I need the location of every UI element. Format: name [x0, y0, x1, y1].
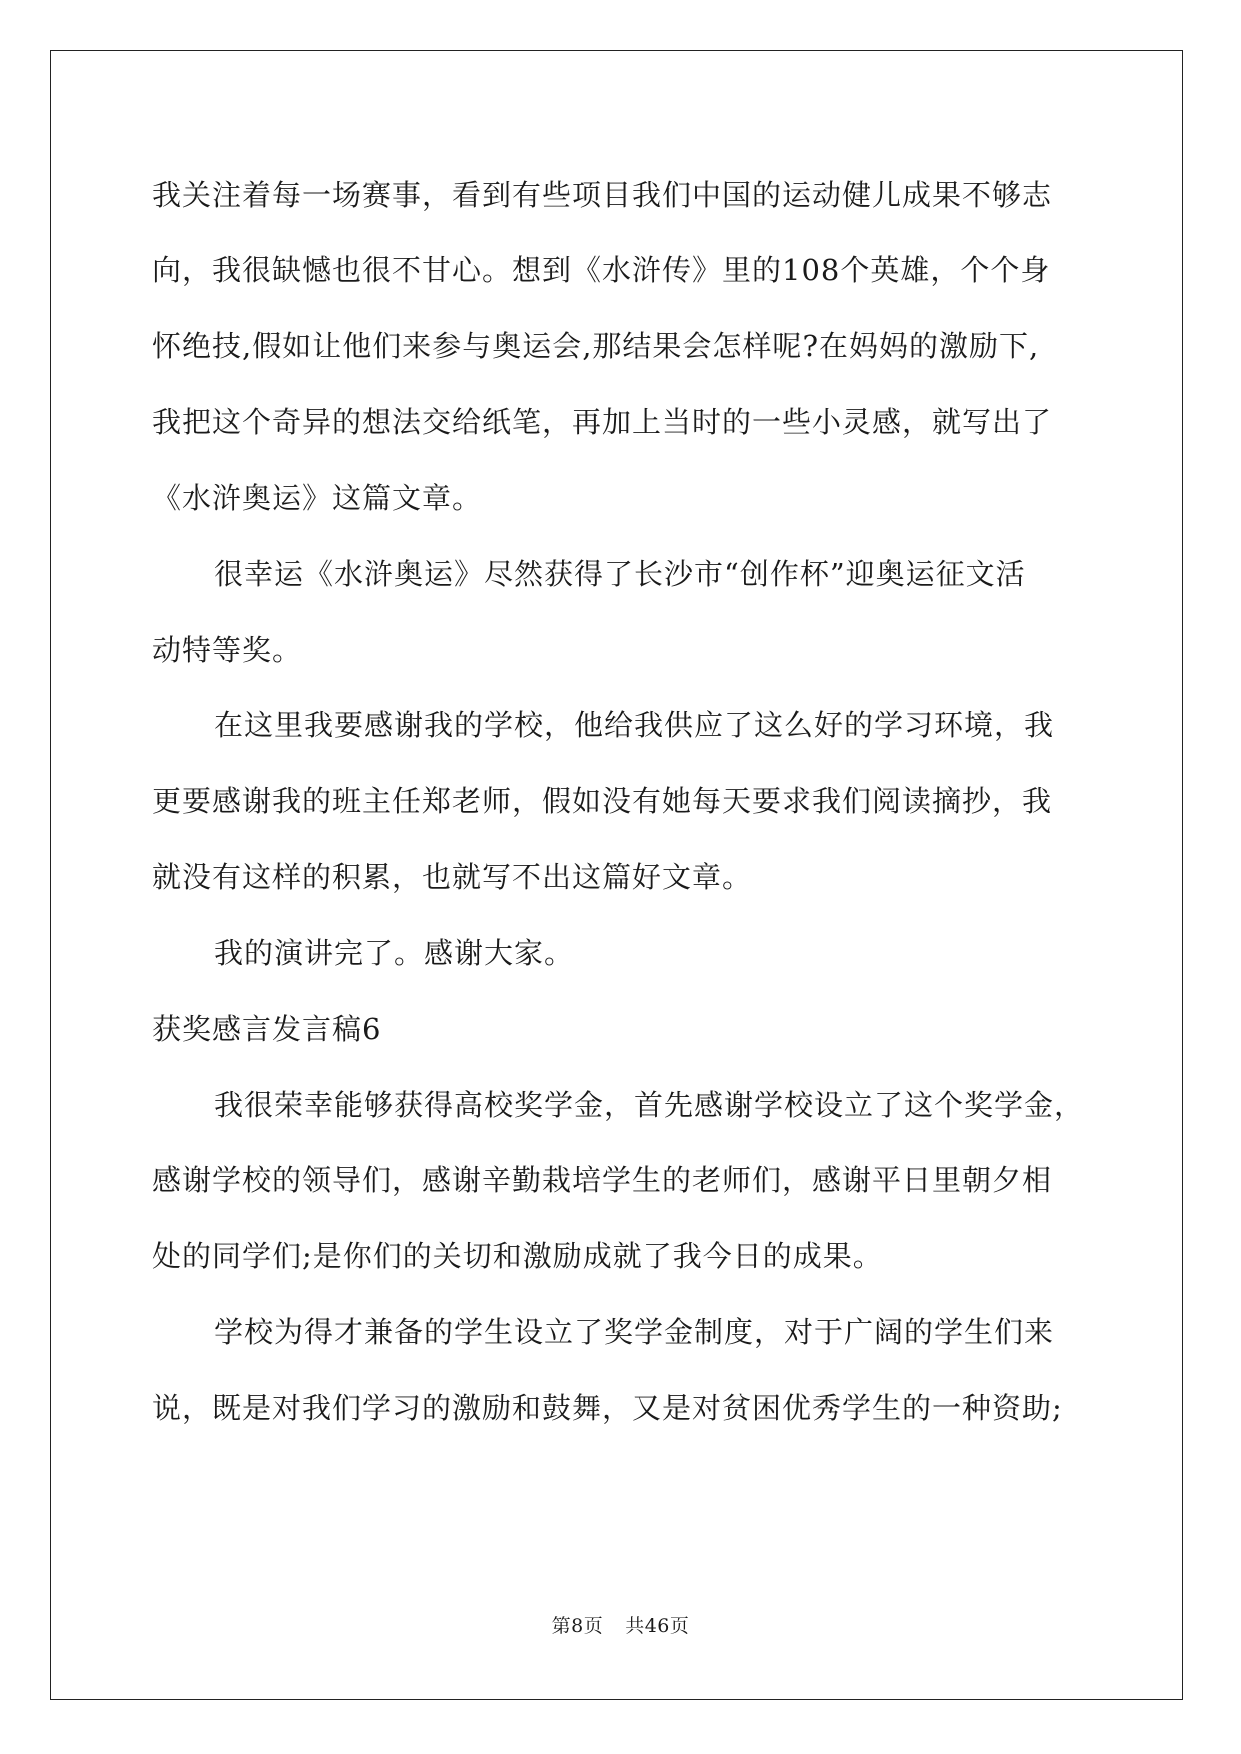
text-line: 处的同学们;是你们的关切和激励成就了我今日的成果。 — [152, 1239, 883, 1273]
text-line: 动特等奖。 — [152, 633, 303, 667]
text-line: 我把这个奇异的想法交给纸笔，再加上当时的一些小灵感，就写出了 — [152, 405, 1053, 439]
paragraph-start: 我很荣幸能够获得高校奖学金，首先感谢学校设立了这个奖学金， — [214, 1088, 1085, 1122]
page-number: 第8页 — [551, 1615, 604, 1637]
text-line: 怀绝技,假如让他们来参与奥运会,那结果会怎样呢?在妈妈的激励下, — [152, 329, 1040, 363]
paragraph-start: 在这里我要感谢我的学校，他给我供应了这么好的学习环境，我 — [214, 708, 1055, 742]
section-heading: 获奖感言发言稿6 — [152, 1012, 382, 1046]
text-line: 感谢学校的领导们，感谢辛勤栽培学生的老师们，感谢平日里朝夕相 — [152, 1163, 1053, 1197]
paragraph-start: 学校为得才兼备的学生设立了奖学金制度，对于广阔的学生们来 — [214, 1315, 1055, 1349]
page-footer — [0, 1613, 1241, 1639]
paragraph-start: 很幸运《水浒奥运》尽然获得了长沙市“创作杯”迎奥运征文活 — [214, 557, 1026, 591]
text-line: 《水浒奥运》这篇文章。 — [152, 481, 483, 515]
text-line: 更要感谢我的班主任郑老师，假如没有她每天要求我们阅读摘抄，我 — [152, 784, 1053, 818]
text-line: 说，既是对我们学习的激励和鼓舞，又是对贫困优秀学生的一种资助; — [152, 1391, 1063, 1425]
text-line: 向，我很缺憾也很不甘心。想到《水浒传》里的108个英雄，个个身 — [152, 253, 1051, 287]
paragraph-start: 我的演讲完了。感谢大家。 — [214, 936, 575, 970]
text-line: 就没有这样的积累，也就写不出这篇好文章。 — [152, 860, 753, 894]
text-line: 我关注着每一场赛事，看到有些项目我们中国的运动健儿成果不够志 — [152, 178, 1053, 212]
page-total: 共46页 — [625, 1615, 690, 1637]
